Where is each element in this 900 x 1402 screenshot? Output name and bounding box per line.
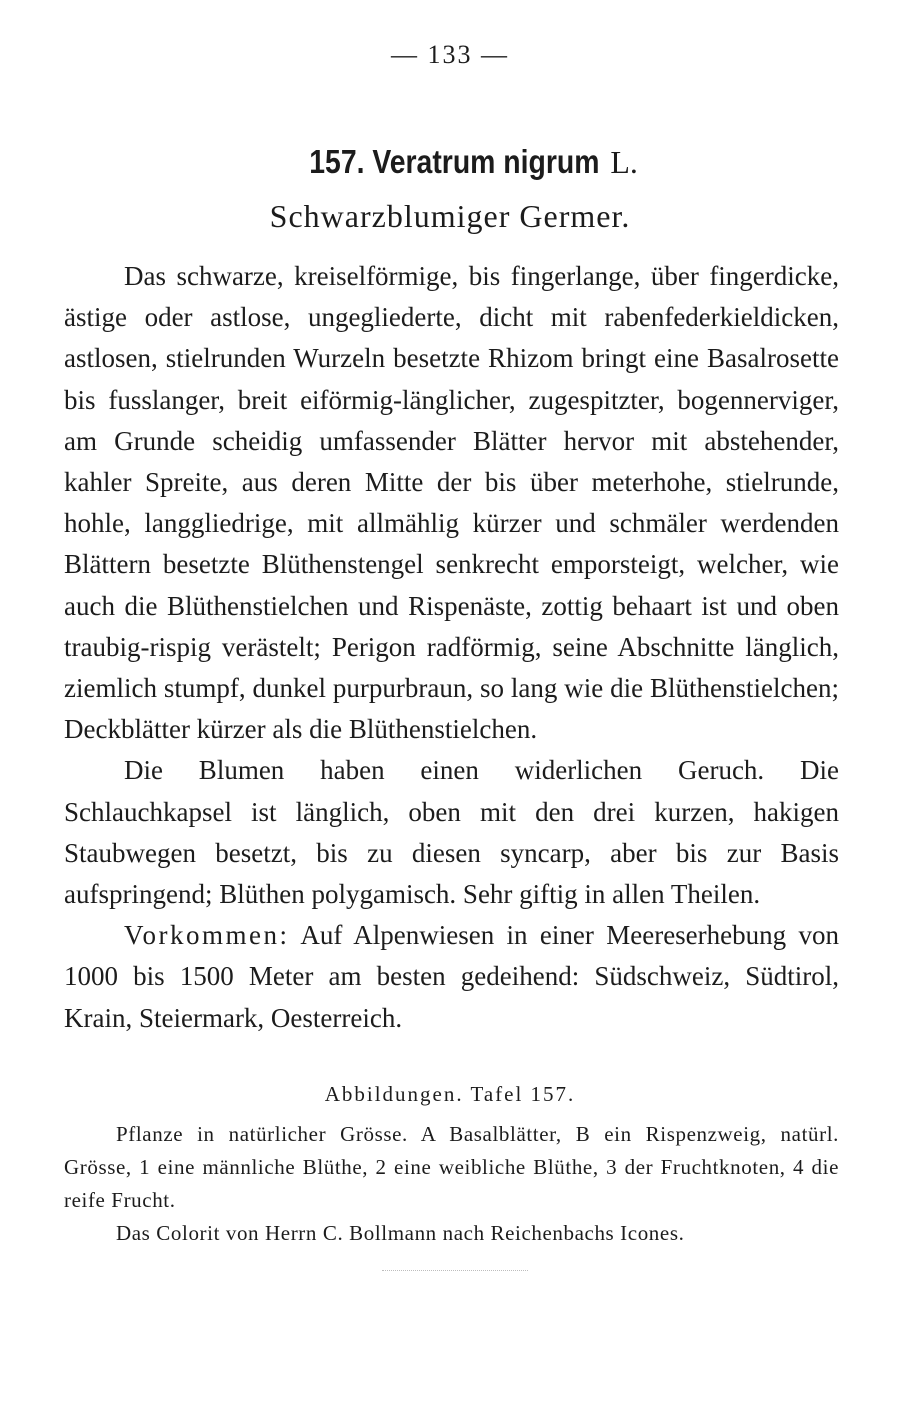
species-author: L. bbox=[610, 144, 638, 180]
description-paragraph: Das schwarze, kreiselförmige, bis fingerlange, über fingerdicke, ästige oder astlose, ungegliederte, dicht mit rabenfederkieldicken, astlosen, stielrunden Wurzeln besetzte Rhizom bringt eine Basalrosette bis fusslanger, breit eiförmig-länglicher, zugespitzter, bogennerviger, am Grunde scheidig umfassender Blätter hervor mit abstehender, kahler Spreite, aus deren Mitte der bis über meterhohe, stielrunde, hohle, langgliedrige, mit allmählig kürzer und schmäler werdenden Blättern besetzte Blüthenstengel senkrecht emporsteigt, welcher, wie auch die Blüthenstielchen und Rispenäste, zottig behaart ist und oben traubig-rispig verästelt; Perigon radförmig, seine Abschnitte länglich, ziemlich stumpf, dunkel purpurbraun, so lang wie die Blüthenstielchen; Deckblätter kürzer als die Blüthenstielchen. bbox=[64, 261, 839, 745]
colorist-credit: Das Colorit von Herrn C. Bollmann nach Reichenbachs Icones. bbox=[116, 1221, 685, 1245]
print-smudge bbox=[382, 1270, 528, 1281]
figure-notes bbox=[64, 1118, 839, 1250]
figures-caption: Abbildungen. Tafel 157. bbox=[324, 1082, 576, 1106]
description-paragraph: Die Blumen haben einen widerlichen Geruch. Die Schlauchkapsel ist länglich, oben mit den drei kurzen, hakigen Staubwegen besetzt, bis zu diesen syncarp, aber bis zur Basis aufspringend; Blüthen polygamisch. Sehr giftig in allen Theilen. bbox=[64, 755, 839, 910]
page-number: — 133 — bbox=[391, 40, 509, 69]
occurrence-label: Vorkommen: bbox=[124, 920, 290, 951]
species-number-and-name: 157. Veratrum nigrum bbox=[309, 143, 600, 180]
species-title bbox=[0, 140, 900, 184]
occurrence-paragraph bbox=[64, 915, 839, 1039]
figure-description: Pflanze in natürlicher Grösse. A Basalblätter, B ein Rispenzweig, natürl. Grösse, 1 eine männliche Blüthe, 2 eine weibliche Blüthe, 3 der Fruchtknoten, 4 die reife Frucht. bbox=[64, 1122, 839, 1212]
description-body bbox=[64, 256, 839, 1039]
common-name: Schwarzblumiger Germer. bbox=[269, 198, 631, 234]
occurrence-text: Auf Alpenwiesen in einer Meereserhebung von 1000 bis 1500 Meter am besten gedeihend: Südschweiz, Südtirol, Krain, Steiermark, Oesterreich. bbox=[64, 920, 839, 1033]
